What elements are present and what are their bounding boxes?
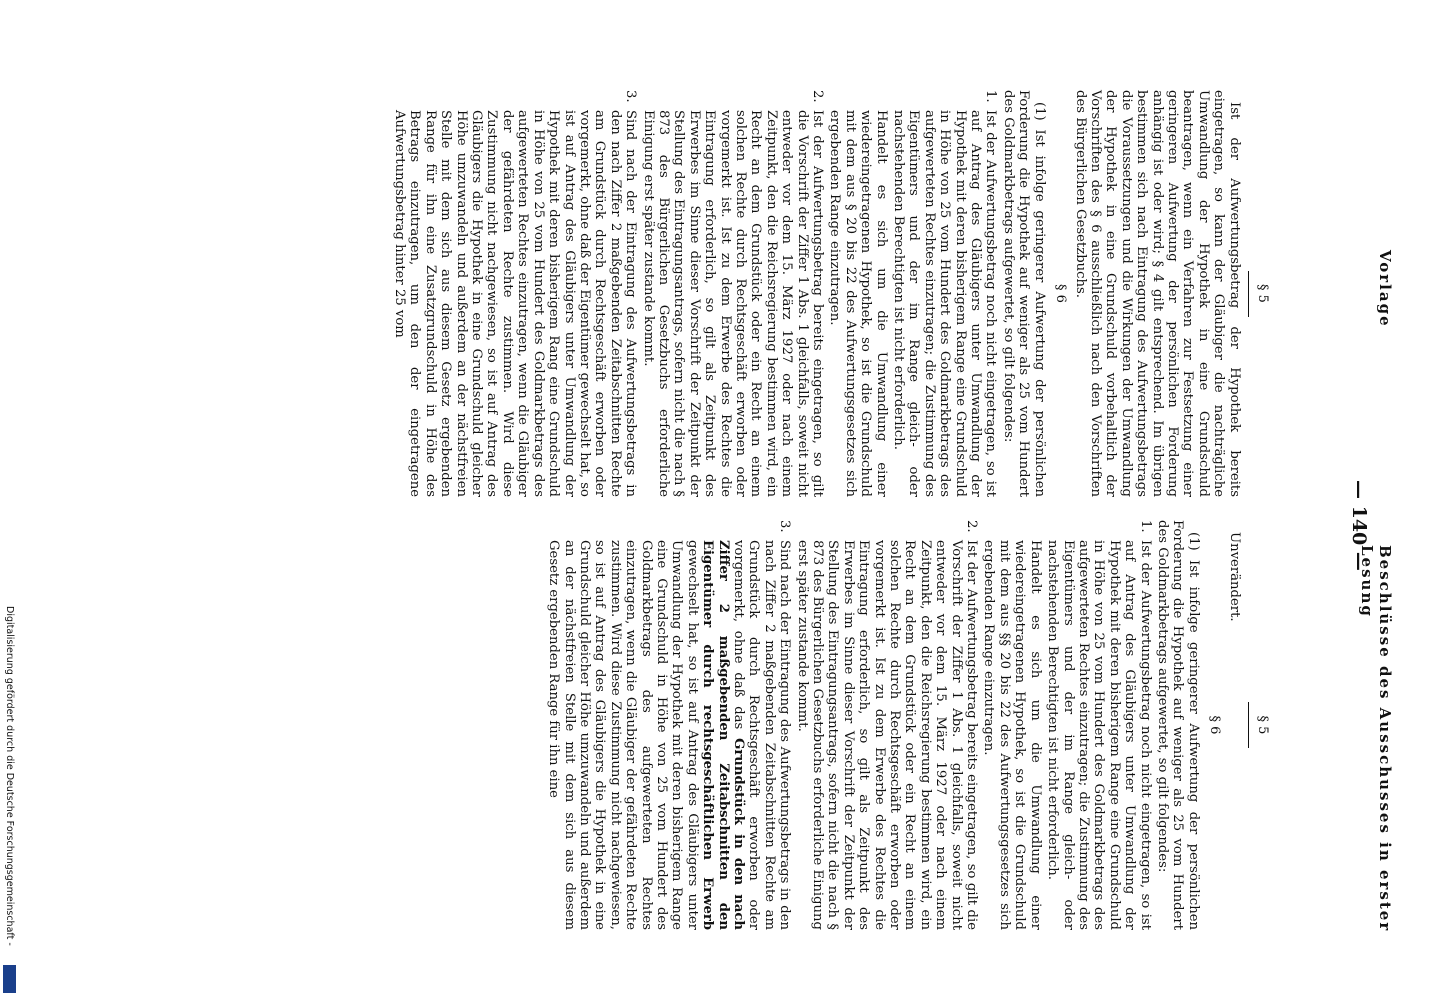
right-column-title: Beschlüsse des Ausschusses in erster Lesung [1358,545,1394,933]
section-heading: § 6 [1053,284,1069,303]
left-column-title: Vorlage [1376,250,1394,328]
list-item [827,90,889,497]
item-text: Handelt es sich um die Umwandlung einer wiedereingetragenen Hypothek, so ist die Grundschuld mit dem aus §§ 20 bis 22 des Aufwertungsgesetzes sich ergebenden Range einzutragen. [981,540,1043,930]
list-item [891,90,999,497]
paragraph: Unverändert. [1226,532,1242,622]
item-number [981,520,1043,534]
page-number: — 140 — [1348,480,1370,571]
list-item [981,520,1043,930]
divider [1248,271,1249,317]
divider [1248,702,1249,748]
left-column [390,90,1274,497]
list-item [794,520,979,930]
item-text: Ist der Aufwertungsbetrag noch nicht eingetragen, so ist auf Antrag des Gläubigers unter Umwandlung der Hypothek mit deren bisherigem Range eine Grundschuld in Höhe von 25 vom Hundert des Goldmarkbetrags des aufgewerteten Rechtes einzutragen; die Zustimmung des Eigentümers und der im Range gleich- oder nachstehenden Berechtigten ist nicht erforderlich. [1045,540,1153,930]
section-heading: § 6 [1207,715,1223,735]
section-heading: § 5 [1255,715,1270,735]
item-text: Sind nach der Eintragung des Aufwertungsbetrags in den nach Ziffer 2 maßgebenden Zeitabschnitten Rechte am Grundstück durch Rechtsgeschäft erworben oder vorgemerkt, ohne daß der Eigentümer gewechselt hat, so ist auf Antrag des Gläubigers unter Umwandlung der Hypothek mit deren bisherigem Rang eine Grundschuld in Höhe von 25 vom Hundert des Goldmarkbetrags des aufgewerteten Rechtes einzutragen, wenn die Gläubiger der gefährdeten Rechte zustimmen. Wird diese Zustimmung nicht nachgewiesen, so ist auf Antrag des Gläubigers die Hypothek in eine Grundschuld gleicher Höhe umzuwandeln und außerdem an der nächstfreien Stelle mit dem sich aus diesem Gesetz ergebenden Range für ihn eine Zusatzgrundschuld in Höhe des Betrags einzutragen, um den der eingetragene Aufwertungsbetrag hinter 25 vom [392,110,639,497]
paragraph: Ist der Aufwertungsbetrag der Hypothek bereits eingetragen, so kann der Gläubiger die nachträgliche Umwandlung der Hypothek in eine Grundschuld beantragen, wenn ein Verfahren zur Festsetzung einer geringeren Aufwertung der persönlichen Forderung anhängig ist oder wird; § 4 gilt entsprechend. Im übrigen bestimmen sich nach Eintragung des Aufwertungsbetrags die Voraussetzungen und die Wirkungen der Umwandlung der Hypothek in eine Grundschuld vorbehaltlich der Vorschriften des § 6 ausschließlich nach den Vorschriften des Bürgerlichen Gesetzbuchs. [1072,90,1242,497]
item-text: Ist der Aufwertungsbetrag bereits eingetragen, so gilt die Vorschrift der Ziffer 1 Abs. 1 gleichfalls, soweit nicht entweder vor dem 15. März 1927 oder nach einem Zeitpunkt, den die Reichsregierung bestimmen wird, ein Recht an dem Grundstück oder ein Recht an einem solchen Rechte durch Rechtsgeschäft erworben oder vorgemerkt ist. Ist zu dem Erwerbe des Rechtes die Eintragung erforderlich, so gilt als Zeitpunkt des Erwerbes im Sinne dieser Vorschrift der Zeitpunkt der Stellung des Eintragungsantrags, sofern nicht die nach § 873 des Bürgerlichen Gesetzbuchs erforderliche Einigung erst später zustande kommt. [640,110,826,497]
paragraph: (1) Ist infolge geringerer Aufwertung der persönlichen Forderung die Hypothek auf weniger als 25 vom Hundert des Goldmarkbetrags aufgewertet, so gilt folgendes: [1000,90,1047,497]
section-heading: § 5 [1255,284,1270,303]
item-text: Ist der Aufwertungsbetrag bereits eingetragen, so gilt die Vorschrift der Ziffer 1 Abs. 1 gleichfalls, soweit nicht entweder vor dem 15. März 1927 oder nach einem Zeitpunkt, den die Reichsregierung bestimmen wird, ein Recht an dem Grundstück oder ein Recht an einem solchen Rechte durch Rechtsgeschäft erworben oder vorgemerkt ist. Ist zu dem Erwerbe des Rechtes die Eintragung erforderlich, so gilt als Zeitpunkt des Erwerbes im Sinne dieser Vorschrift der Zeitpunkt der Stellung des Eintragungsantrags, sofern nicht die nach § 873 des Bürgerlichen Gesetzbuchs erforderliche Einigung erst später zustande kommt. [794,540,980,930]
item-text: Handelt es sich um die Umwandlung einer wiedereingetragenen Hypothek, so ist die Grundschuld mit dem aus § 20 bis 22 des Aufwertungsgesetzes sich ergebenden Range einzutragen. [827,110,889,497]
item-text-bold-amendment: Grundstück in den nach Ziffer 2 maßgebenden Zeitabschnitten den Eigentümer durch rechtsgeschäftlichen Erwerb [700,540,746,931]
footer-text: Digitalisierung gefördert durch die Deutsche Forschungsgemeinschaft - [4,606,15,946]
dfg-logo [3,965,16,993]
item-text-part: gewechselt hat, so ist auf Antrag des Gläubigers unter Umwandlung der Hypothek mit deren bisherigem Range eine Grundschuld in Höhe von 25 vom Hundert des Goldmarkbetrags des aufgewerteten Rechtes einzutragen, wenn die Gläubiger der gefährdeten Rechte zustimmen. Wird diese Zustimmung nicht nachgewiesen, so ist auf Antrag des Gläubigers die Hypothek in eine Grundschuld gleicher Höhe umzuwandeln und außerdem an der nächstfreien Stelle mit dem sich aus diesem Gesetz ergebenden Range für ihn eine [546,540,700,930]
list-item [392,90,639,497]
digitization-footer [1,606,19,996]
paragraph: (1) Ist infolge geringerer Aufwertung der persönlichen Forderung die Hypothek auf weniger als 25 vom Hundert des Goldmarkbetrags aufgewertet, so gilt folgendes: [1154,520,1201,930]
item-text: Ist der Aufwertungsbetrag noch nicht eingetragen, so ist auf Antrag des Gläubigers unter Umwandlung der Hypothek mit deren bisherigem Range eine Grundschuld in Höhe von 25 vom Hundert des Goldmarkbetrags des aufgewerteten Rechtes einzutragen; die Zustimmung des Eigentümers und der im Range gleich- oder nachstehenden Berechtigten ist nicht erforderlich. [891,110,999,497]
item-text [546,540,793,930]
item-number: 1. [1137,520,1153,533]
item-text-part: Sind nach der Eintragung des Aufwertungsbetrags in den nach Ziffer 2 maßgebenden Zeitabschnitten Rechte am Grundstück durch Rechtsgeschäft erworben oder vorgemerkt, ohne daß das [731,540,793,930]
item-number: 1. [983,90,999,103]
list-item [546,520,793,930]
item-number: 2. [810,90,826,103]
item-number: 3. [777,520,793,533]
list-item [640,90,825,497]
item-number [827,90,889,104]
right-column [544,520,1274,930]
list-item [1045,520,1153,930]
item-number: 2. [964,520,980,533]
item-number: 3. [623,90,639,103]
